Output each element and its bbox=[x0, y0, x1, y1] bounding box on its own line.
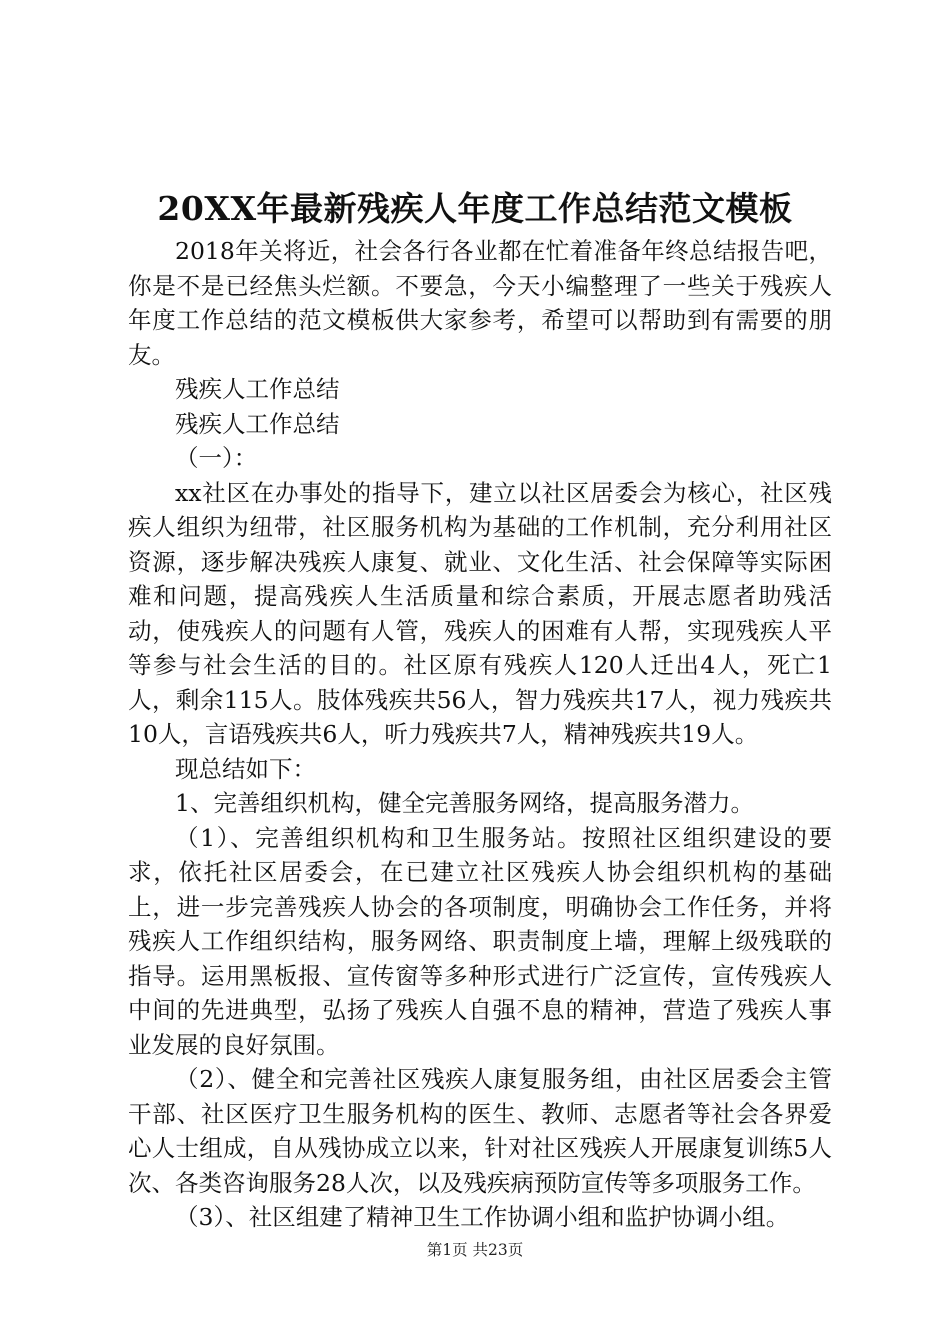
section-heading: 残疾人工作总结 bbox=[175, 409, 340, 438]
list-item-heading: 1、完善组织机构，健全完善服务网络，提高服务潜力。 bbox=[175, 789, 754, 817]
body-paragraph: xx社区在办事处的指导下，建立以社区居委会为核心，社区残疾人组织为纽带，社区服务机构为基础的工作机制，充分利用社区资源，逐步解决残疾人康复、就业、文化生活、社会保障等实际困难和问题，提高残疾人生活质量和综合素质，开展志愿者助残活动，使残疾人的问题有人管，残疾人的困难有人帮，实现残疾人平等参与社会生活的目的。社区原有残疾人120人迁出4人，死亡1人，剩余115人。肢体残疾共56人，智力残疾共17人，视力残疾共10人，言语残疾共6人，听力残疾共7人，精神残疾共19人。 bbox=[128, 478, 832, 748]
subsection-marker: （一）： bbox=[175, 444, 258, 472]
body-paragraph: （1）、完善组织机构和卫生服务站。按照社区组织建设的要求，依托社区居委会，在已建立社区残疾人协会组织机构的基础上，进一步完善残疾人协会的各项制度，明确协会工作任务，并将残疾人工作组织结构，服务网络、职责制度上墙，理解上级残联的指导。运用黑板报、宣传窗等多种形式进行广泛宣传，宣传残疾人中间的先进典型，弘扬了残疾人自强不息的精神，营造了残疾人事业发展的良好氛围。 bbox=[128, 823, 832, 1059]
section-heading: 残疾人工作总结 bbox=[175, 375, 340, 403]
body-paragraph: 现总结如下： bbox=[175, 754, 316, 783]
intro-paragraph: 2018年关将近，社会各行各业都在忙着准备年终总结报告吧，你是不是已经焦头烂额。不要急，今天小编整理了一些关于残疾人年度工作总结的范文模板供大家参考，希望可以帮助到有需要的朋友。 bbox=[128, 237, 832, 369]
document-title: 20XX年最新残疾人年度工作总结范文模板 bbox=[157, 189, 793, 228]
page-number-footer: 第1页 共23页 bbox=[426, 1241, 524, 1259]
body-paragraph: （2）、健全和完善社区残疾人康复服务组，由社区居委会主管干部、社区医疗卫生服务机构的医生、教师、志愿者等社会各界爱心人士组成，自从残协成立以来，针对社区残疾人开展康复训练5人次、各类咨询服务28人次，以及残疾病预防宣传等多项服务工作。 bbox=[128, 1065, 832, 1197]
body-paragraph: （3）、社区组建了精神卫生工作协调小组和监护协调小组。 bbox=[175, 1203, 790, 1231]
document-body bbox=[128, 234, 832, 1235]
